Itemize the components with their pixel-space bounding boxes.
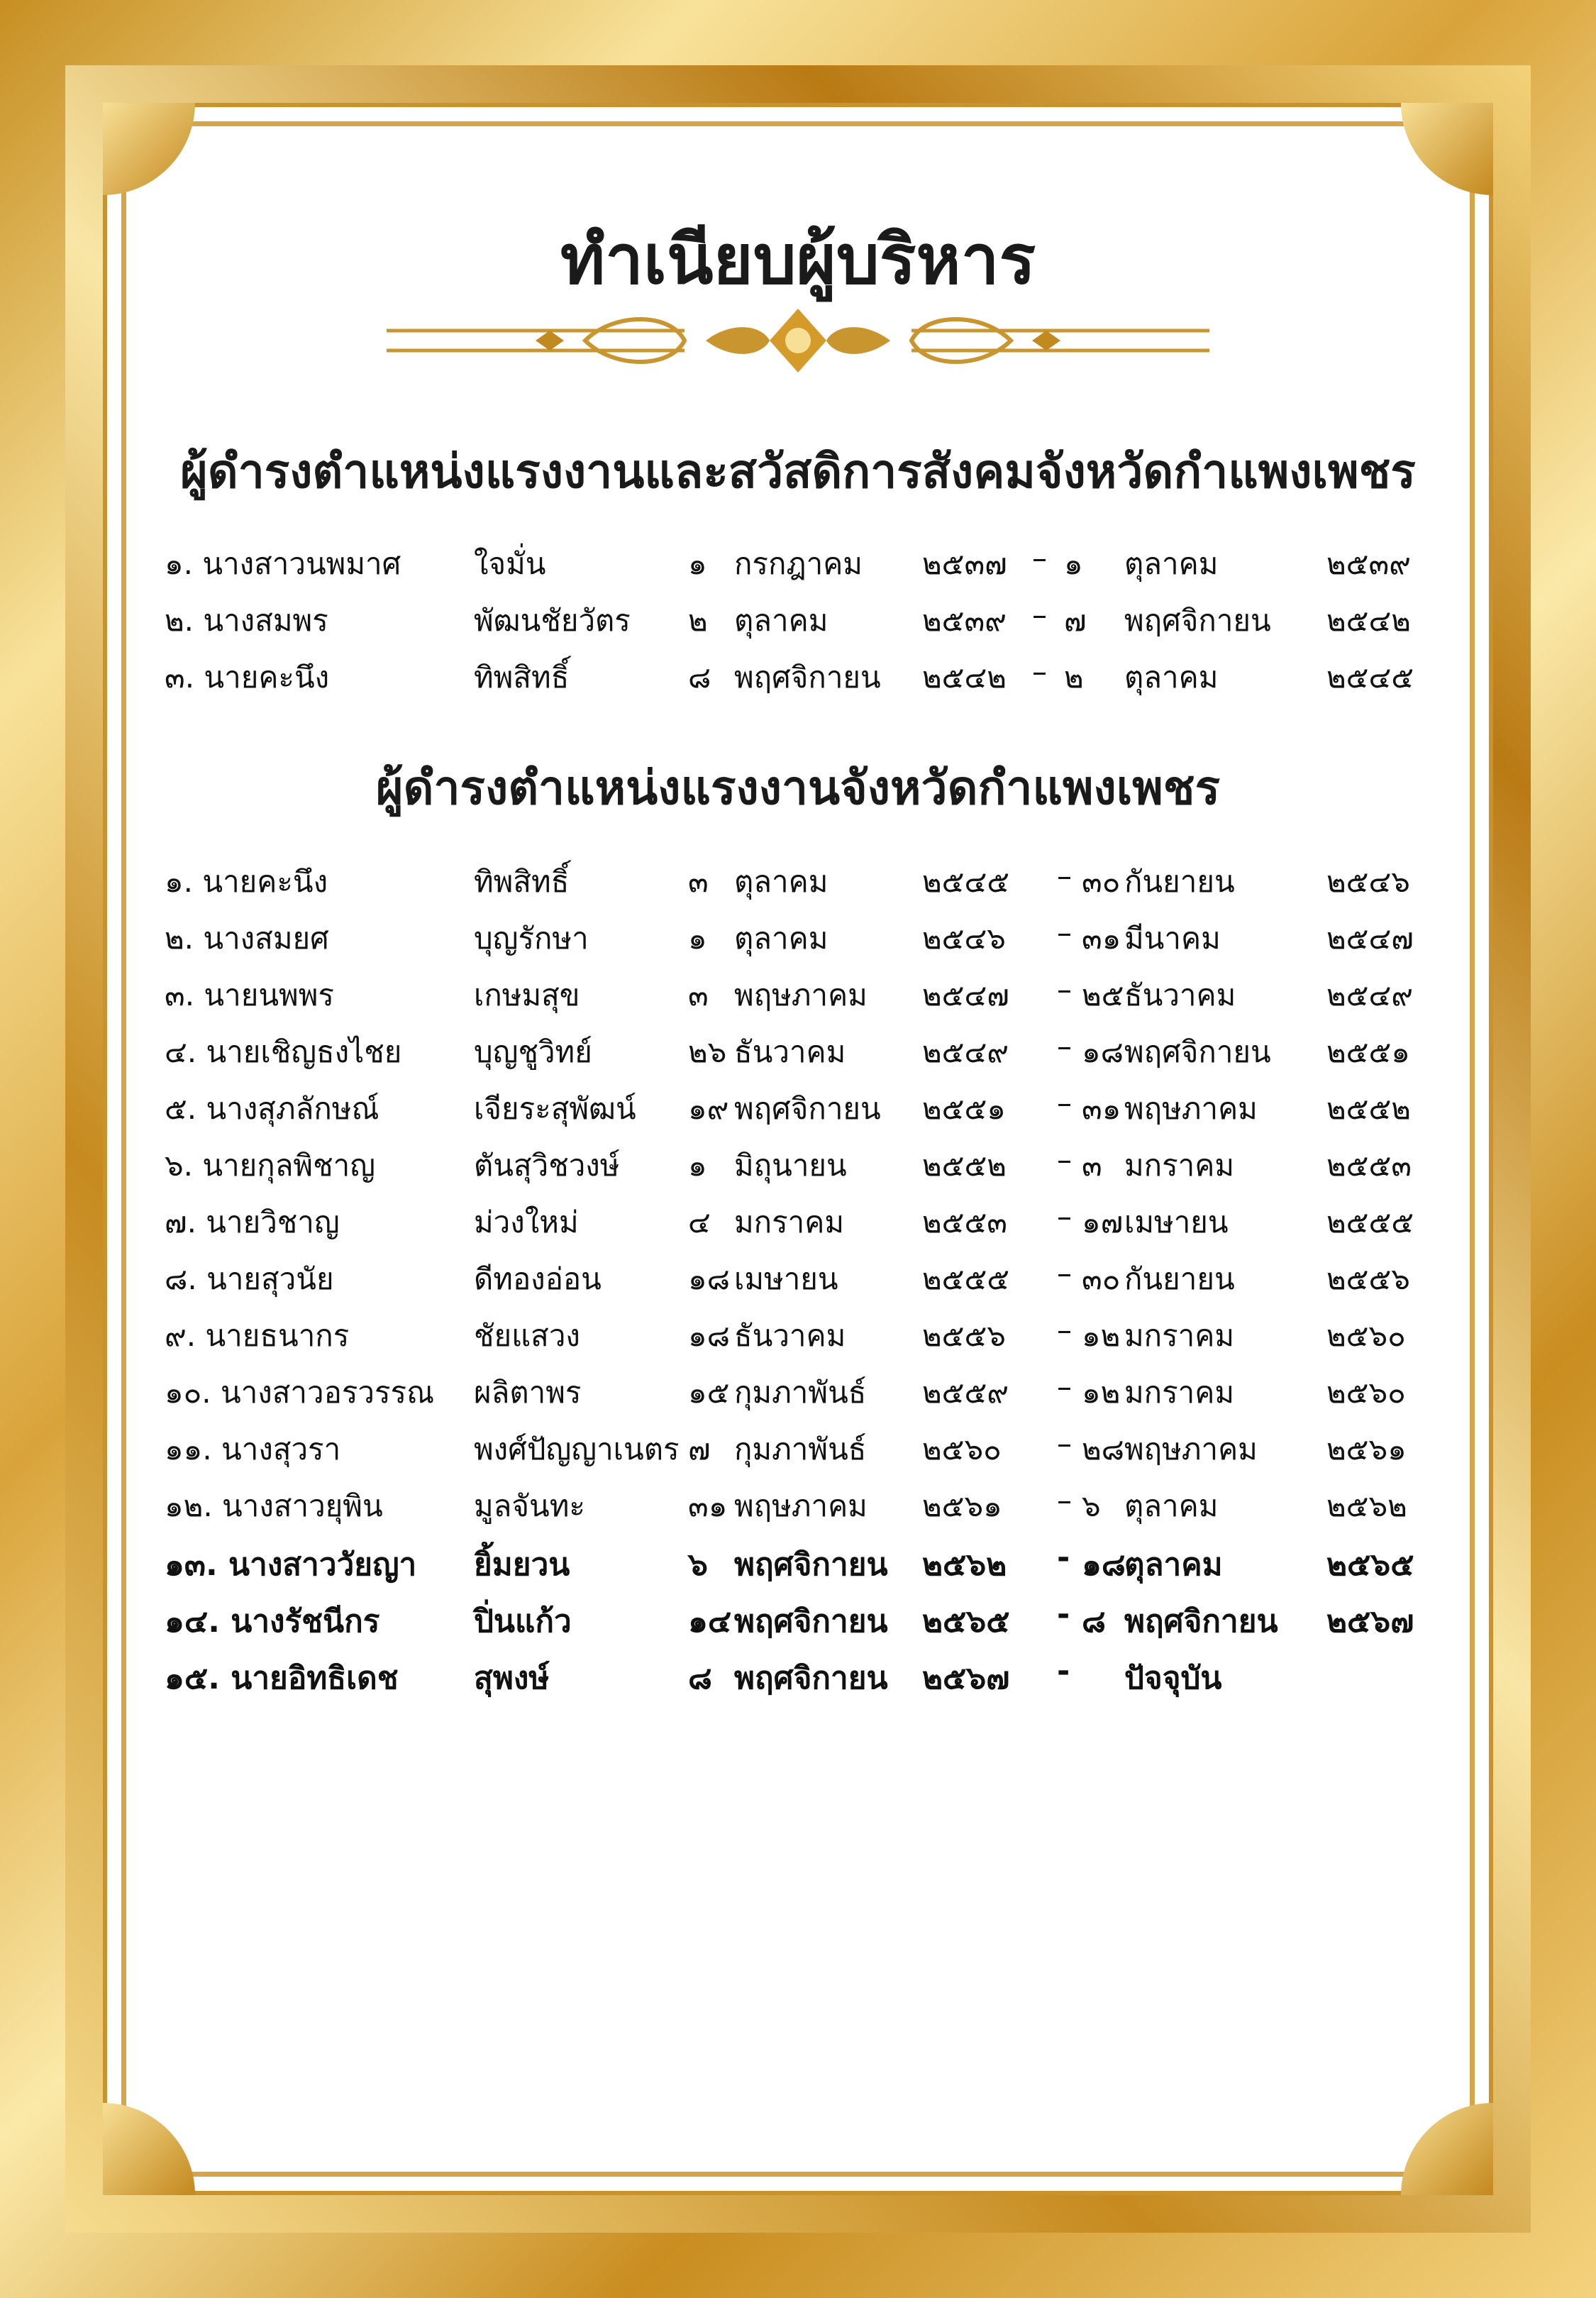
officer-name: ๑๒. นางสาวยุพิน — [165, 1488, 383, 1523]
officer-name: ๑. นางสาวนพมาศ — [165, 546, 401, 581]
date-separator: - — [1057, 1653, 1070, 1689]
officer-surname: ยิ้มยวน — [474, 1547, 570, 1583]
start-year: ๒๕๕๓ — [922, 1205, 1007, 1239]
end-day: ๒๕ — [1082, 978, 1124, 1012]
start-year: ๒๕๔๕ — [922, 864, 1010, 899]
start-day: ๓ — [688, 864, 709, 899]
end-month: พฤศจิกายน — [1124, 1603, 1278, 1640]
officer-name: ๘. นายสุวนัย — [165, 1261, 334, 1296]
officer-surname: ใจมั่น — [474, 546, 546, 581]
officer-name: ๑๕. นายอิทธิเดช — [165, 1660, 399, 1696]
list-item — [0, 1313, 1596, 1369]
end-day: ๗ — [1064, 603, 1087, 638]
end-day: ๓ — [1082, 1148, 1102, 1183]
end-year: ๒๕๕๓ — [1326, 1148, 1412, 1183]
end-year: ๒๕๖๕ — [1326, 1547, 1414, 1583]
start-year: ๒๕๔๒ — [922, 660, 1007, 695]
end-day: ๑๒ — [1082, 1318, 1121, 1353]
end-day: ๑๘ — [1082, 1034, 1124, 1069]
end-month: ตุลาคม — [1124, 1547, 1223, 1583]
end-year: ๒๕๖๒ — [1326, 1488, 1407, 1523]
date-separator: – — [1057, 1256, 1072, 1291]
section-2-list — [0, 858, 1596, 1710]
end-day: ๑๘ — [1082, 1547, 1126, 1583]
officer-surname: ดีทองอ่อน — [474, 1261, 602, 1296]
list-item — [0, 915, 1596, 972]
date-separator: – — [1057, 858, 1072, 893]
start-day: ๑๔ — [688, 1603, 732, 1640]
end-month: ตุลาคม — [1124, 660, 1219, 695]
start-year: ๒๕๕๖ — [922, 1318, 1006, 1353]
start-year: ๒๕๕๒ — [922, 1148, 1007, 1183]
date-separator: – — [1032, 597, 1047, 632]
officer-surname: ตันสุวิชวงษ์ — [474, 1148, 620, 1183]
title-divider-ornament — [372, 305, 1224, 376]
end-month: มกราคม — [1124, 1148, 1235, 1183]
end-month: เมษายน — [1124, 1205, 1229, 1239]
start-year: ๒๕๔๙ — [922, 1034, 1009, 1069]
date-separator: – — [1032, 654, 1047, 689]
officer-surname: ชัยแสวง — [474, 1318, 580, 1353]
start-month: พฤศจิกายน — [734, 1660, 888, 1696]
officer-name: ๑. นายคะนึง — [165, 864, 328, 899]
start-year: ๒๕๕๙ — [922, 1375, 1009, 1410]
date-separator: – — [1032, 541, 1047, 575]
end-month: ปัจจุบัน — [1124, 1660, 1222, 1696]
officer-surname: พงศ์ปัญญาเนตร — [474, 1432, 680, 1466]
start-month: มกราคม — [734, 1205, 845, 1239]
end-month: พฤษภาคม — [1124, 1091, 1258, 1126]
start-month: พฤศจิกายน — [734, 660, 881, 695]
end-day: ๓๑ — [1082, 921, 1121, 956]
end-day: ๓๐ — [1082, 1261, 1121, 1296]
list-item — [0, 1369, 1596, 1426]
list-item — [0, 1483, 1596, 1540]
list-item — [0, 541, 1596, 597]
end-month: พฤษภาคม — [1124, 1432, 1258, 1466]
officer-name: ๙. นายธนากร — [165, 1318, 350, 1353]
start-month: ธันวาคม — [734, 1034, 846, 1069]
officer-name: ๗. นายวิชาญ — [165, 1205, 340, 1239]
officer-name: ๑๑. นางสุวรา — [165, 1432, 341, 1466]
start-day: ๑ — [688, 546, 707, 581]
start-day: ๖ — [688, 1547, 708, 1583]
start-day: ๑ — [688, 1148, 707, 1183]
end-year: ๒๕๕๖ — [1326, 1261, 1410, 1296]
end-day: ๑๒ — [1082, 1375, 1121, 1410]
officer-name: ๕. นางสุภลักษณ์ — [165, 1091, 379, 1126]
date-separator: – — [1057, 1086, 1072, 1120]
end-month: มีนาคม — [1124, 921, 1221, 956]
start-day: ๑๘ — [688, 1318, 731, 1353]
list-item — [0, 597, 1596, 654]
start-month: ตุลาคม — [734, 603, 829, 638]
start-month: มิถุนายน — [734, 1148, 847, 1183]
officer-name: ๑๐. นางสาวอรวรรณ — [165, 1375, 435, 1410]
start-day: ๑๕ — [688, 1375, 730, 1410]
date-separator: – — [1057, 1142, 1072, 1177]
start-year: ๒๕๖๒ — [922, 1547, 1007, 1583]
page-title: ทำเนียบผู้บริหาร — [560, 220, 1036, 299]
officer-name: ๑๔. นางรัชนีกร — [165, 1603, 380, 1640]
start-month: ธันวาคม — [734, 1318, 846, 1353]
list-item — [0, 858, 1596, 915]
end-month: พฤศจิกายน — [1124, 603, 1271, 638]
start-day: ๓ — [688, 978, 709, 1012]
officer-name: ๓. นายคะนึง — [165, 660, 330, 695]
date-separator: – — [1057, 1029, 1072, 1064]
start-year: ๒๕๓๙ — [922, 603, 1007, 638]
end-month: กันยายน — [1124, 864, 1235, 899]
end-year: ๒๕๔๖ — [1326, 864, 1410, 899]
officer-name: ๔. นายเชิญธงไชย — [165, 1034, 402, 1069]
end-year: ๒๕๖๐ — [1326, 1375, 1406, 1410]
list-item — [0, 1596, 1596, 1653]
end-day: ๓๑ — [1082, 1091, 1121, 1126]
start-month: กุมภาพันธ์ — [734, 1375, 867, 1410]
officer-surname: ปิ่นแก้ว — [474, 1603, 572, 1640]
end-month: ธันวาคม — [1124, 978, 1236, 1012]
start-day: ๘ — [688, 660, 711, 695]
start-day: ๑ — [688, 921, 707, 956]
start-year: ๒๕๕๑ — [922, 1091, 1006, 1126]
end-day: ๒ — [1064, 660, 1084, 695]
officer-name: ๑๓. นางสาววัยญา — [165, 1547, 417, 1583]
start-day: ๘ — [688, 1660, 712, 1696]
end-month: มกราคม — [1124, 1375, 1235, 1410]
start-month: พฤศจิกายน — [734, 1091, 881, 1126]
end-month: ตุลาคม — [1124, 1488, 1219, 1523]
officer-name: ๒. นางสมยศ — [165, 921, 329, 956]
date-separator: – — [1057, 972, 1072, 1007]
start-year: ๒๕๖๕ — [922, 1603, 1010, 1640]
end-day: ๓๐ — [1082, 864, 1121, 899]
start-day: ๒๖ — [688, 1034, 727, 1069]
start-year: ๒๕๖๑ — [922, 1488, 1002, 1523]
start-day: ๔ — [688, 1205, 711, 1239]
end-day: ๒๘ — [1082, 1432, 1125, 1466]
end-month: กันยายน — [1124, 1261, 1235, 1296]
start-year: ๒๕๖๗ — [922, 1660, 1010, 1696]
end-year: ๒๕๔๗ — [1326, 921, 1414, 956]
end-day: ๖ — [1082, 1488, 1101, 1523]
end-year: ๒๕๕๑ — [1326, 1034, 1410, 1069]
start-month: พฤษภาคม — [734, 978, 868, 1012]
end-day: ๘ — [1082, 1603, 1106, 1640]
start-year: ๒๕๖๐ — [922, 1432, 1002, 1466]
start-month: พฤศจิกายน — [734, 1547, 888, 1583]
section-1-list — [0, 541, 1596, 711]
officer-surname: ทิพสิทธิ์ — [474, 864, 570, 899]
date-separator: – — [1057, 1313, 1072, 1347]
officer-name: ๓. นายนพพร — [165, 978, 334, 1012]
start-year: ๒๕๔๗ — [922, 978, 1009, 1012]
list-item — [0, 1256, 1596, 1313]
date-separator: – — [1057, 1426, 1072, 1461]
officer-name: ๖. นายกุลพิชาญ — [165, 1148, 375, 1183]
end-year: ๒๕๔๙ — [1326, 978, 1414, 1012]
officer-surname: ทิพสิทธิ์ — [474, 660, 570, 695]
list-item — [0, 1029, 1596, 1086]
start-day: ๗ — [688, 1432, 711, 1466]
list-item — [0, 972, 1596, 1029]
end-year: ๒๕๖๗ — [1326, 1603, 1414, 1640]
start-month: ตุลาคม — [734, 921, 829, 956]
date-separator: – — [1057, 915, 1072, 950]
start-month: ตุลาคม — [734, 864, 829, 899]
date-separator: - — [1057, 1540, 1070, 1576]
date-separator: – — [1057, 1369, 1072, 1404]
end-day: ๑ — [1064, 546, 1083, 581]
officer-surname: พัฒนชัยวัตร — [474, 603, 631, 638]
start-month: กุมภาพันธ์ — [734, 1432, 867, 1466]
date-separator: – — [1057, 1199, 1072, 1234]
end-year: ๒๕๔๕ — [1326, 660, 1414, 695]
end-month: ตุลาคม — [1124, 546, 1219, 581]
start-day: ๑๘ — [688, 1261, 731, 1296]
start-year: ๒๕๕๕ — [922, 1261, 1010, 1296]
end-year: ๒๕๖๐ — [1326, 1318, 1406, 1353]
officer-surname: บุญรักษา — [474, 921, 589, 956]
start-day: ๒ — [688, 603, 708, 638]
date-separator: – — [1057, 1483, 1072, 1518]
list-item — [0, 1142, 1596, 1199]
officer-surname: เกษมสุข — [474, 978, 580, 1012]
end-month: พฤศจิกายน — [1124, 1034, 1271, 1069]
list-item — [0, 1199, 1596, 1256]
end-year: ๒๕๕๒ — [1326, 1091, 1411, 1126]
officer-name: ๒. นางสมพร — [165, 603, 328, 638]
start-month: พฤษภาคม — [734, 1488, 868, 1523]
list-item — [0, 1540, 1596, 1596]
end-month: มกราคม — [1124, 1318, 1235, 1353]
end-day: ๑๗ — [1082, 1205, 1124, 1239]
start-year: ๒๕๔๖ — [922, 921, 1006, 956]
officer-surname: ผลิตาพร — [474, 1375, 582, 1410]
start-day: ๓๑ — [688, 1488, 728, 1523]
officer-surname: เจียระสุพัฒน์ — [474, 1091, 636, 1126]
start-year: ๒๕๓๗ — [922, 546, 1007, 581]
start-month: กรกฎาคม — [734, 546, 863, 581]
start-day: ๑๙ — [688, 1091, 729, 1126]
list-item — [0, 1086, 1596, 1142]
end-year: ๒๕๖๑ — [1326, 1432, 1407, 1466]
start-month: เมษายน — [734, 1261, 838, 1296]
date-separator: - — [1057, 1596, 1070, 1633]
officer-surname: บุญชูวิทย์ — [474, 1034, 592, 1069]
end-year: ๒๕๓๙ — [1326, 546, 1411, 581]
section-heading: ผู้ดำรงตำแหน่งแรงงานจังหวัดกำแพงเพชร — [375, 761, 1221, 815]
officer-surname: สุพงษ์ — [474, 1660, 550, 1696]
list-item — [0, 1653, 1596, 1710]
section-heading: ผู้ดำรงตำแหน่งแรงงานและสวัสดิการสังคมจังหวัดกำแพงเพชร — [180, 444, 1416, 499]
end-year: ๒๕๕๕ — [1326, 1205, 1414, 1239]
officer-surname: มูลจันทะ — [474, 1488, 585, 1523]
list-item — [0, 1426, 1596, 1483]
officer-surname: ม่วงใหม่ — [474, 1205, 579, 1239]
list-item — [0, 654, 1596, 711]
end-year: ๒๕๔๒ — [1326, 603, 1411, 638]
start-month: พฤศจิกายน — [734, 1603, 888, 1640]
